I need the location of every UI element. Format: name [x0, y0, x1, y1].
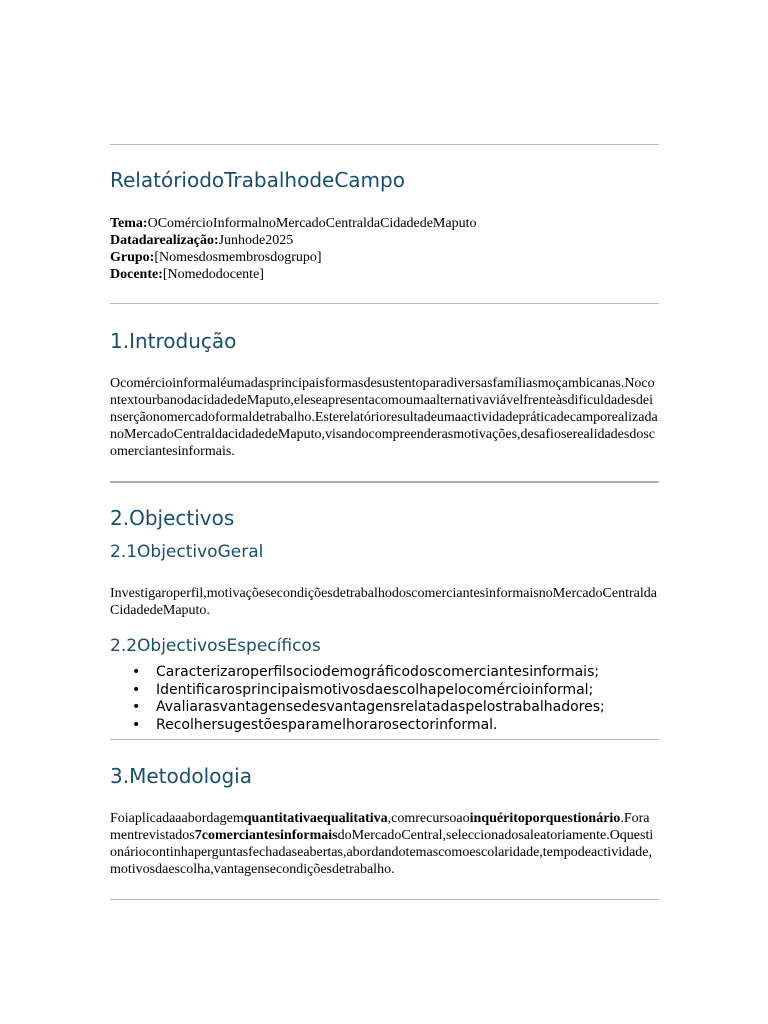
methodology-paragraph [110, 810, 659, 878]
meta-label: Docente: [110, 267, 163, 282]
methodology-text: .Foramentrevistados [110, 811, 650, 843]
section-divider [110, 481, 659, 483]
meta-value: [Nomesdosmembrosdogrupo] [154, 250, 322, 265]
specific-objectives-list [110, 664, 605, 734]
methodology-text: Foiaplicadaaabordagem [110, 811, 244, 826]
intro-paragraph: Ocomércioinformaléumadasprincipaisformasdesustentoparadiversasfamíliasmoçambicanas.NocontextourbanodacidadedeMaputo,eleseapresentacomoumaalternativaviávelfrenteàsdificuldadesdeinserçãonomercadoformaldetrabalho.EsterelatórioresultadeumaactividadepráticadecamporealizadanoMercadoCentraldacidadedeMaputo,visandocompreenderasmotivações,desafioserealidadesdoscomerciantesinformais. [110, 376, 658, 459]
list-item: • Recolhersugestõesparamelhorarosectorinformal. [156, 717, 605, 735]
meta-label: Datadarealização: [110, 233, 219, 248]
list-item: • Caracterizaroperfilsociodemográficodoscomerciantesinformais; [156, 664, 605, 682]
methodology-emphasis: quantitativaequalitativa [243, 811, 388, 826]
section-divider [110, 739, 659, 740]
methodology-text: ,comrecursoao [387, 811, 470, 826]
meta-date [110, 232, 476, 249]
meta-label: Grupo: [110, 250, 155, 265]
methodology-heading: 3.Metodologia [110, 764, 252, 788]
methodology-text: doMercadoCentral,seleccionadosaleatoriamente.Oquestionáriocontinhaperguntasfechadaseabertas,abordandotemascomoescolaridade,tempodeactividade,motivosdaescolha,vantagensecondiçõesdetrabalho. [110, 828, 654, 877]
general-objective-heading: 2.1ObjectivoGeral [110, 542, 264, 562]
section-divider [110, 144, 659, 145]
methodology-emphasis: inquéritoporquestionário [469, 811, 621, 826]
meta-value: Junhode2025 [218, 233, 294, 248]
list-item: • Avaliarasvantagensedesvantagensrelatadaspelostrabalhadores; [156, 699, 605, 717]
report-title: RelatóriodoTrabalhodeCampo [110, 168, 405, 192]
meta-theme [110, 215, 476, 232]
meta-value: OComércioInformalnoMercadoCentraldaCidadedeMaputo [147, 216, 477, 231]
methodology-emphasis: 7comerciantesinformais [194, 828, 338, 843]
meta-value: [Nomedodocente] [162, 267, 264, 282]
section-divider [110, 303, 659, 304]
meta-teacher [110, 266, 476, 283]
section-divider [110, 899, 659, 900]
specific-objectives-heading: 2.2ObjectivosEspecíficos [110, 636, 321, 656]
meta-label: Tema: [110, 216, 148, 231]
intro-heading: 1.Introdução [110, 329, 237, 353]
list-item: • Identificarosprincipaismotivosdaescolhapelocomércioinformal; [156, 682, 605, 700]
general-objective-text: Investigaroperfil,motivaçõesecondiçõesdetrabalhodoscomerciantesinformaisnoMercadoCentraldaCidadedeMaputo. [110, 586, 657, 618]
report-meta [110, 215, 476, 283]
meta-group [110, 249, 476, 266]
objectives-heading: 2.Objectivos [110, 506, 235, 530]
